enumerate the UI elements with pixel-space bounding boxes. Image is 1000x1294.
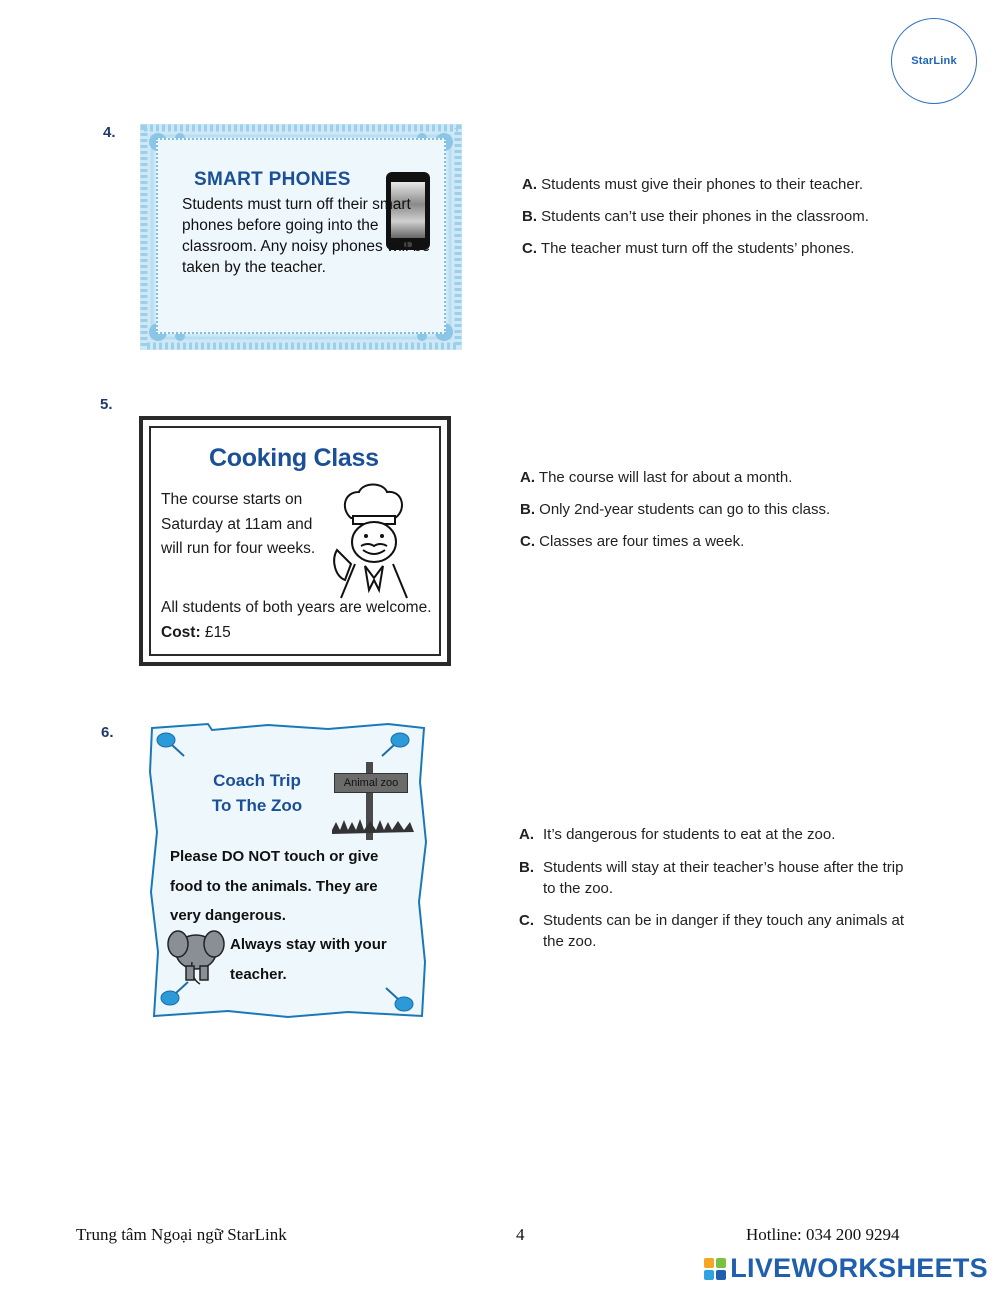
option-letter: C. — [520, 533, 535, 550]
animal-zoo-board: Animal zoo — [334, 773, 408, 793]
sign-title-line2: To The Zoo — [211, 796, 303, 815]
option-text: The teacher must turn off the students’ phones. — [540, 240, 855, 257]
option-c[interactable] — [522, 238, 869, 259]
option-letter: B. — [522, 208, 537, 225]
sign-panel — [149, 426, 441, 656]
page-number: 4 — [516, 1225, 525, 1244]
sign-title-line1: Coach Trip — [213, 771, 301, 790]
option-letter: A. — [519, 826, 534, 843]
option-letter: C. — [519, 912, 534, 929]
chef-icon — [321, 480, 426, 600]
hotline: Hotline: 034 200 9294 — [746, 1225, 900, 1244]
sign-text: The course starts on Saturday at 11am and will run for four weeks. — [161, 491, 316, 557]
logo-text: StarLink — [911, 55, 957, 67]
option-letter: B. — [520, 501, 535, 518]
question-6-options — [519, 824, 919, 952]
option-letter: C. — [522, 240, 537, 257]
footer-center-name: Trung tâm Ngoại ngữ StarLink — [76, 1225, 287, 1244]
option-letter: B. — [519, 859, 534, 876]
option-text: Students can’t use their phones in the classroom. — [541, 208, 869, 225]
option-text: Only 2nd-year students can go to this class. — [539, 501, 831, 518]
option-letter: A. — [522, 176, 537, 193]
option-text: The course will last for about a month. — [538, 469, 793, 486]
question-4-options — [522, 174, 869, 259]
zoo-trip-sign — [148, 722, 428, 1020]
cost-value: £15 — [204, 623, 231, 641]
starlink-logo — [891, 18, 977, 104]
option-text: Classes are four times a week. — [539, 533, 745, 550]
question-5-options — [520, 467, 830, 552]
option-b[interactable] — [519, 857, 919, 899]
sign-welcome-text — [161, 596, 441, 645]
option-a[interactable] — [519, 824, 919, 845]
question-5-number: 5. — [100, 396, 113, 413]
option-text: Students will stay at their teacher’s house after the trip to the zoo. — [543, 859, 904, 897]
question-4-number: 4. — [103, 124, 116, 141]
brand-text: LIVEWORKSHEETS — [730, 1253, 988, 1283]
liveworksheets-logo-icon — [704, 1258, 726, 1280]
sign-text-2: Always stay with your teacher. — [230, 936, 387, 983]
option-text: Students can be in danger if they touch any animals at the zoo. — [543, 912, 905, 950]
option-a[interactable] — [522, 174, 869, 206]
option-a[interactable] — [520, 467, 830, 499]
option-b[interactable] — [520, 499, 830, 531]
liveworksheets-brand[interactable] — [704, 1253, 988, 1284]
smart-phones-sign — [140, 124, 462, 350]
sign-text: Students must turn off their smart phones before going into the classroom. Any noisy phones will be taken by the teacher. — [182, 196, 431, 276]
option-text: Students must give their phones to their teacher. — [541, 176, 864, 193]
welcome-text: All students of both years are welcome. — [161, 599, 432, 616]
option-b[interactable] — [522, 206, 869, 238]
cost-label: Cost: — [161, 623, 201, 641]
question-6-number: 6. — [101, 724, 114, 741]
option-letter: A. — [520, 469, 535, 486]
option-c[interactable] — [520, 531, 830, 552]
sign-title — [202, 768, 312, 818]
option-c[interactable] — [519, 910, 919, 952]
cooking-class-sign — [139, 416, 451, 666]
sign-text: Please DO NOT touch or give food to the animals. They are very dangerous. — [170, 848, 379, 924]
sign-title: Cooking Class — [209, 444, 379, 472]
sign-title: SMART PHONES — [194, 169, 351, 190]
option-text: It’s dangerous for students to eat at the zoo. — [543, 826, 836, 843]
